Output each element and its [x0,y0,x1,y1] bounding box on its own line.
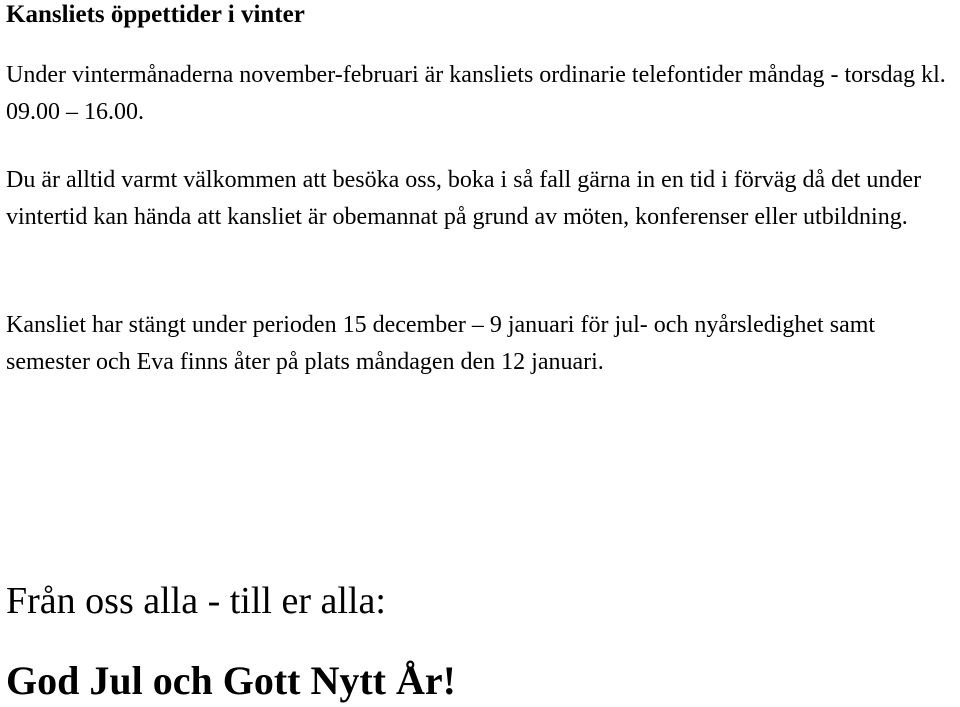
paragraph-visiting: Du är alltid varmt välkommen att besöka oss, boka i så fall gärna in en tid i förväg då det under vintertid kan hända att kansliet är obemannat på grund av möten, konferenser eller utbildning. [6,167,922,230]
paragraph-holiday-closure: Kansliet har stängt under perioden 15 december – 9 januari för jul- och nyårsledighet samt semester och Eva finns åter på plats måndagen den 12 januari. [6,312,876,375]
paragraph-phone-hours: Under vintermånaderna november-februari är kansliets ordinarie telefontider måndag - torsdag kl. 09.00 – 16.00. [6,62,946,125]
document-heading: Kansliets öppettider i vinter [6,1,305,28]
greeting-line: Från oss alla - till er alla: [6,580,386,622]
holiday-wish: God Jul och Gott Nytt År! [6,658,456,703]
